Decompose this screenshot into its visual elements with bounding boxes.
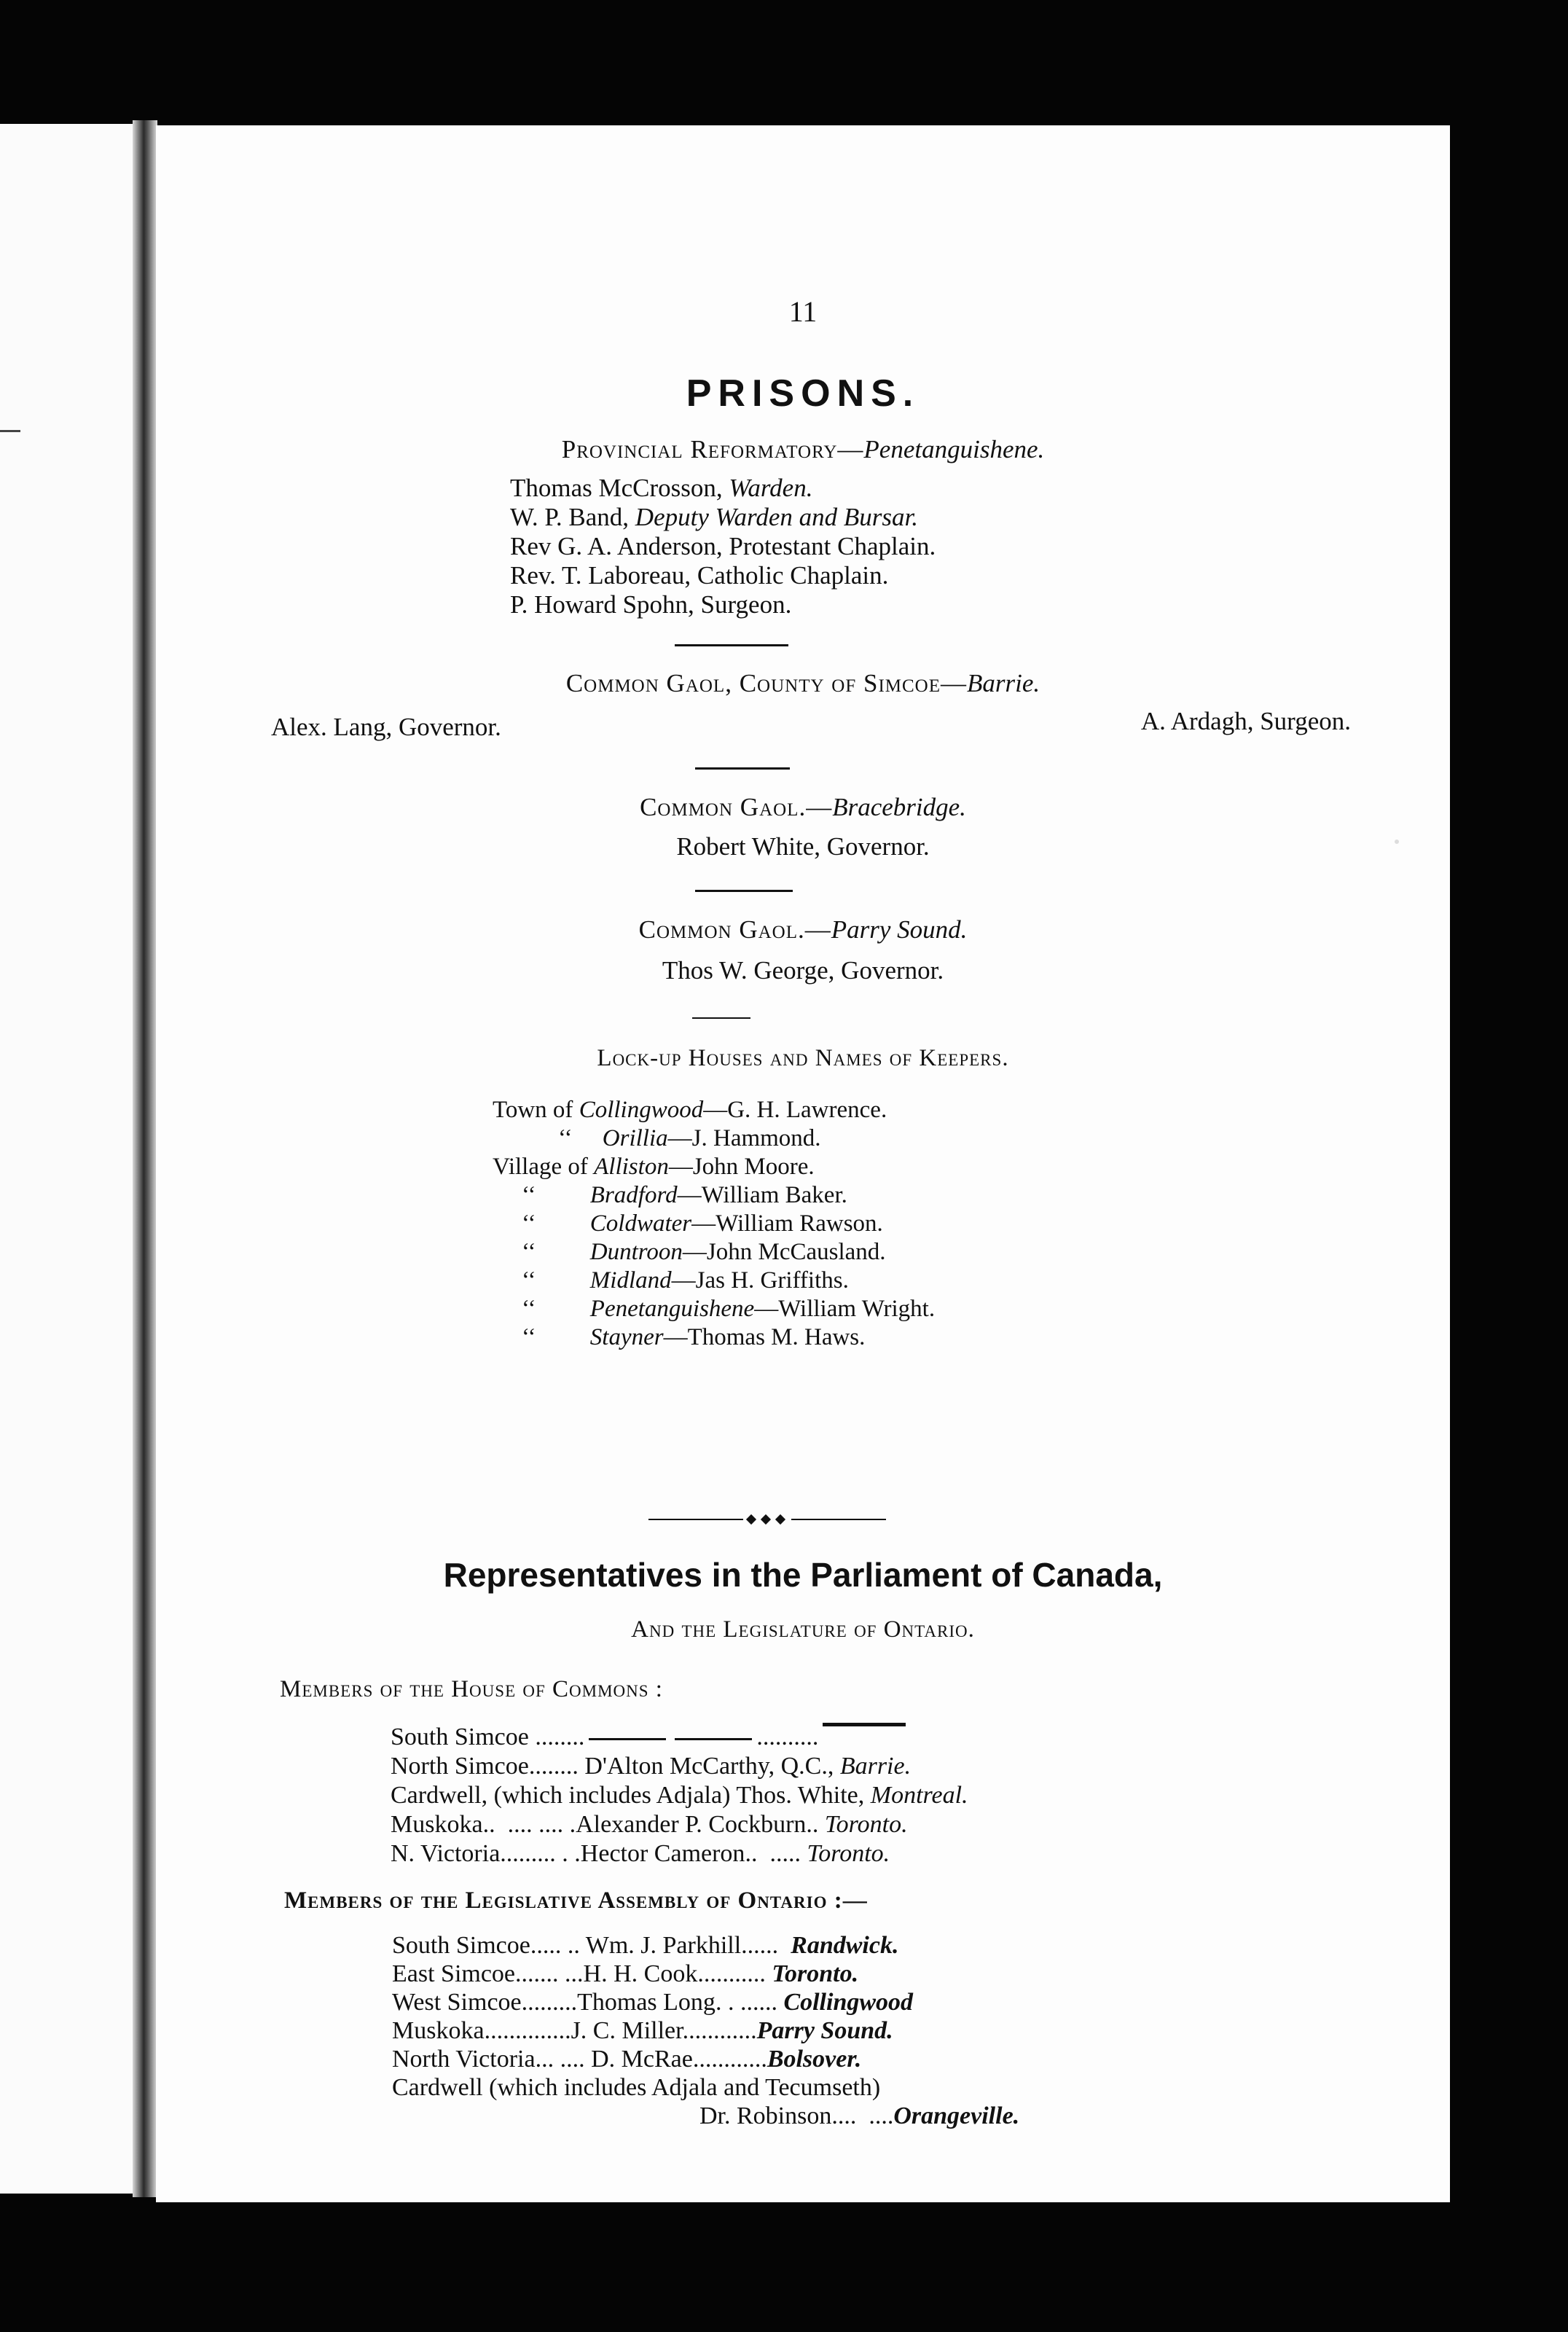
reformatory-staff: [510, 474, 936, 619]
parry-sound-gaol-heading: Common Gaol.—Parry Sound.: [638, 915, 968, 944]
commons-row: Muskoka.. .... .... .Alexander P. Cockburn.. Toronto.: [391, 1811, 908, 1838]
book-page: [156, 125, 1450, 2202]
lockup-entry: Town of Collingwood—G. H. Lawrence.: [493, 1097, 887, 1123]
book-gutter: [133, 120, 157, 2197]
lockup-entry: ‘‘ Coldwater—William Rawson.: [522, 1210, 883, 1237]
assembly-row: Cardwell (which includes Adjala and Tecumseth): [392, 2074, 881, 2101]
lockup-entry: ‘‘ Stayner—Thomas M. Haws.: [522, 1324, 866, 1350]
bracebridge-gaol-heading: Common Gaol.—Bracebridge.: [640, 793, 966, 821]
assembly-row: East Simcoe....... ...H. H. Cook........... Toronto.: [392, 1960, 859, 1987]
facing-page-mark: [0, 430, 20, 432]
representatives-subheading: And the Legislature of Ontario.: [631, 1616, 975, 1643]
prisons-heading: PRISONS.: [686, 372, 920, 415]
assembly-row: Muskoka..............J. C. Miller............Parry Sound.: [392, 2017, 893, 2044]
assembly-row: North Victoria... .... D. McRae............Bolsover.: [392, 2046, 862, 2073]
section-divider: [675, 644, 788, 646]
assembly-row: South Simcoe..... .. Wm. J. Parkhill...... Randwick.: [392, 1932, 899, 1959]
lockup-entry: ‘‘ Orillia—J. Hammond.: [558, 1125, 821, 1151]
assembly-list: [392, 1931, 1019, 2130]
commons-row: Cardwell, (which includes Adjala) Thos. White, Montreal.: [391, 1782, 968, 1809]
simcoe-governor: Alex. Lang, Governor.: [271, 713, 501, 741]
staff-line: Thomas McCrosson, Warden.: [510, 474, 813, 502]
facing-page: [0, 124, 133, 2194]
simcoe-gaol-heading: Common Gaol, County of Simcoe—Barrie.: [565, 669, 1040, 697]
section-divider: [692, 1017, 750, 1019]
page-number: 11: [788, 295, 818, 328]
assembly-row: Dr. Robinson.... ....Orangeville.: [699, 2102, 1020, 2129]
lockup-entry: Village of Alliston—John Moore.: [493, 1154, 815, 1180]
reformatory-heading: [156, 435, 1450, 464]
section-divider: [695, 890, 793, 892]
simcoe-surgeon: A. Ardagh, Surgeon.: [1140, 707, 1351, 735]
staff-line: Rev. T. Laboreau, Catholic Chaplain.: [510, 561, 889, 590]
lockup-entry: ‘‘ Bradford—William Baker.: [522, 1182, 847, 1208]
ornamental-divider: [648, 1514, 886, 1525]
assembly-row: West Simcoe.........Thomas Long. . ...... Collingwood: [392, 1989, 914, 2016]
staff-line: W. P. Band, Deputy Warden and Bursar.: [510, 503, 919, 531]
staff-line: Rev G. A. Anderson, Protestant Chaplain.: [510, 532, 936, 560]
commons-row: South Simcoe ........ ..........: [391, 1723, 968, 1752]
assembly-heading: Members of the Legislative Assembly of Ontario :—: [284, 1887, 868, 1914]
commons-list: [391, 1723, 968, 1869]
reformatory-label: Provincial Reformatory—: [561, 435, 864, 463]
commons-row: N. Victoria......... . .Hector Cameron.. ..... Toronto.: [391, 1840, 890, 1867]
lockup-entry: ‘‘ Penetanguishene—William Wright.: [522, 1296, 936, 1322]
parry-sound-governor: Thos W. George, Governor.: [662, 956, 944, 985]
lockup-entry: ‘‘ Duntroon—John McCausland.: [522, 1239, 886, 1265]
staff-line: P. Howard Spohn, Surgeon.: [510, 590, 792, 619]
representatives-heading: Representatives in the Parliament of Canada,: [443, 1556, 1163, 1594]
bracebridge-governor: Robert White, Governor.: [676, 832, 930, 861]
section-divider: [695, 767, 790, 770]
commons-row: North Simcoe........ D'Alton McCarthy, Q.C., Barrie.: [391, 1753, 912, 1780]
commons-heading: Members of the House of Commons :: [280, 1676, 663, 1702]
lockup-list: [493, 1096, 935, 1352]
reformatory-place: Penetanguishene.: [863, 435, 1045, 463]
lockups-heading: Lock-up Houses and Names of Keepers.: [597, 1045, 1009, 1071]
lockup-entry: ‘‘ Midland—Jas H. Griffiths.: [522, 1267, 849, 1294]
